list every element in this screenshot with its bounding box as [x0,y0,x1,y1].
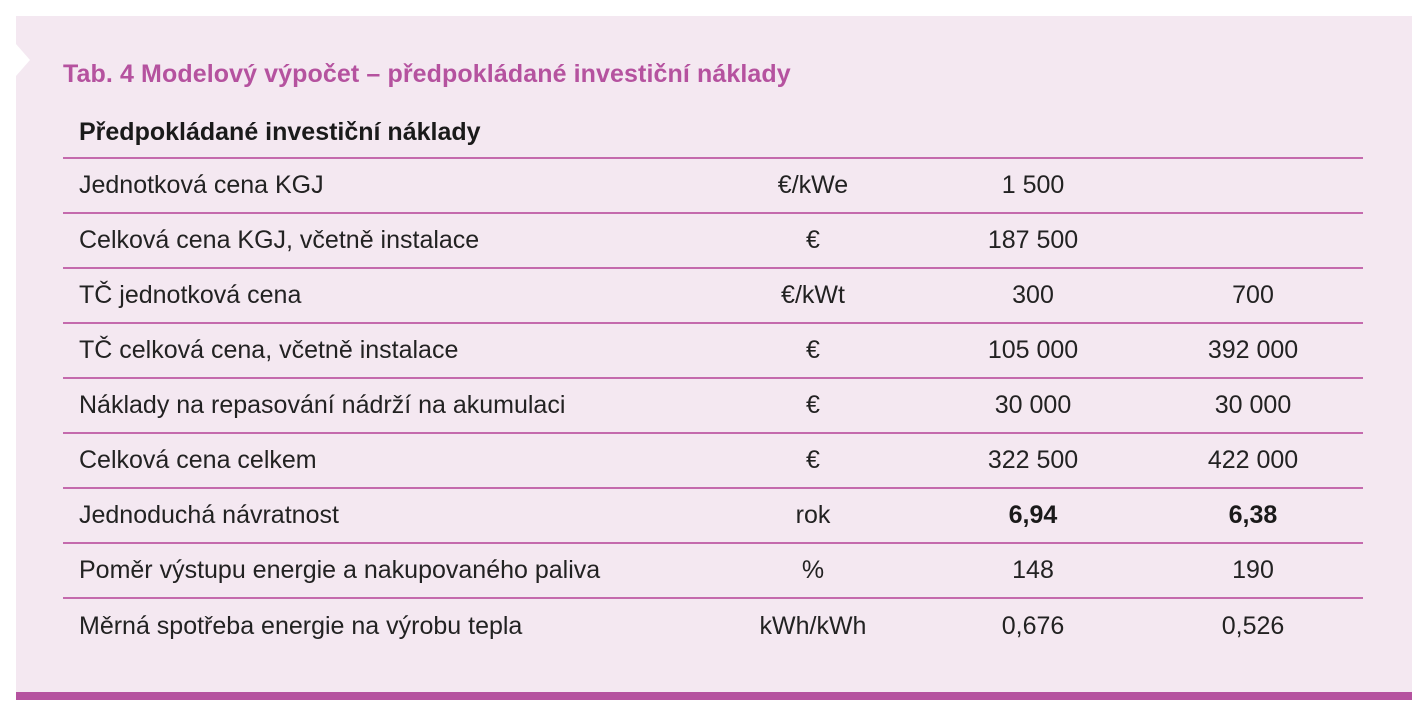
row-value-2: 6,38 [1228,501,1278,529]
table-row [63,379,1363,434]
table-row [63,269,1363,324]
row-unit: rok [795,501,831,529]
row-label: Celková cena celkem [79,446,317,474]
row-value-1: 105 000 [987,336,1079,364]
row-value-1: 148 [1012,556,1054,584]
row-value-2: 0,526 [1221,612,1285,640]
row-unit: % [801,556,825,584]
row-label: TČ celková cena, včetně instalace [79,336,459,364]
row-label: Jednoduchá návratnost [79,501,339,529]
row-unit: € [806,226,820,254]
table-row [63,489,1363,544]
row-label: TČ jednotková cena [79,281,302,309]
row-label: Měrná spotřeba energie na výrobu tepla [79,612,523,640]
row-value-1: 322 500 [987,446,1079,474]
row-value-1: 0,676 [1001,612,1065,640]
row-value-1: 300 [1012,281,1054,309]
table-row [63,159,1363,214]
row-value-2: 190 [1232,556,1274,584]
bottom-accent-bar [16,692,1412,700]
row-label: Poměr výstupu energie a nakupovaného paliva [79,556,601,584]
cost-table [63,108,1363,654]
row-unit: kWh/kWh [759,612,867,640]
row-label: Náklady na repasování nádrží na akumulaci [79,391,566,419]
row-value-2 [1153,159,1353,212]
row-value-1: 6,94 [1008,501,1058,529]
table-row [63,324,1363,379]
row-value-2: 422 000 [1207,446,1299,474]
row-value-1: 187 500 [987,226,1079,254]
row-unit: €/kWe [777,171,849,199]
table-row [63,599,1363,654]
panel-notch [16,44,30,76]
table-row [63,434,1363,489]
row-label: Jednotková cena KGJ [79,171,324,199]
row-unit: € [806,336,820,364]
table-header-row [63,108,1363,159]
table-row [63,214,1363,269]
table-header-title: Předpokládané investiční náklady [79,118,481,146]
table-row [63,544,1363,599]
row-value-2: 392 000 [1207,336,1299,364]
row-unit: € [806,446,820,474]
row-value-1: 30 000 [994,391,1072,419]
row-label: Celková cena KGJ, včetně instalace [79,226,480,254]
row-value-2: 700 [1232,281,1274,309]
row-value-2: 30 000 [1214,391,1292,419]
row-unit: € [806,391,820,419]
row-value-1: 1 500 [1001,171,1065,199]
table-caption: Tab. 4 Modelový výpočet – předpokládané investiční náklady [63,60,791,88]
row-value-2 [1153,214,1353,267]
row-unit: €/kWt [781,281,845,309]
